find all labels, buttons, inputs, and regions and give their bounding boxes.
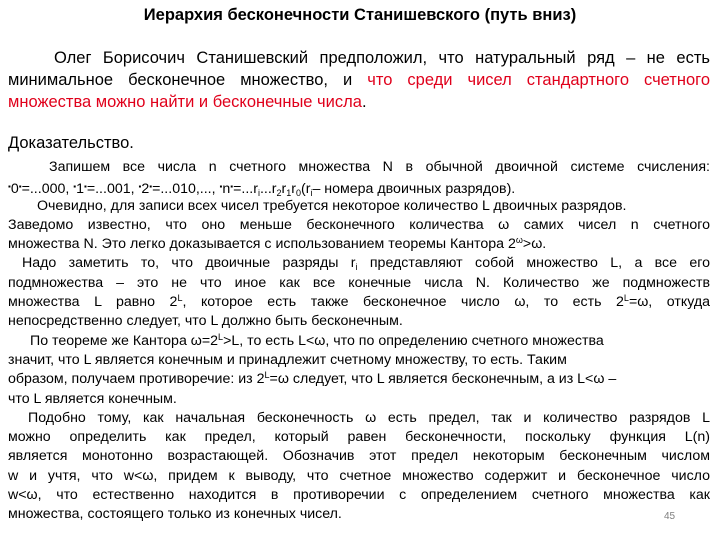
body-text: , которое есть также бесконечное число ω, то есть 2 xyxy=(182,294,624,311)
square-bullet-icon: ▪ xyxy=(18,182,22,192)
square-bullet-icon: ▪ xyxy=(138,182,142,192)
body-text: =...000, xyxy=(21,181,74,197)
body-text: 2 xyxy=(141,181,150,197)
square-bullet-icon: ▪ xyxy=(73,182,77,192)
body-text: w<ω, что естественно находится в противоречии с определением счетного множества как xyxy=(8,487,710,504)
body-text: Очевидно, для записи всех чисел требуется некоторое количество L двоичных разрядов. xyxy=(37,197,627,214)
intro-text-2: минимальное бесконечное множество, и xyxy=(8,71,368,89)
body-text: r xyxy=(281,181,287,197)
body-line xyxy=(8,467,710,486)
body-text: непосредственно следует, что L должно быть бесконечным. xyxy=(8,313,403,330)
body-text: 0 xyxy=(10,181,19,197)
body-text: является монотонно возрастающей. Обозначив этот предел некоторым бесконечным числом xyxy=(8,448,710,465)
body-text: множества, состоящего только из конечных чисел. xyxy=(8,506,342,523)
body-text: подмножества – это не что иное как все конечные числа N. Количество же подмножеств xyxy=(8,274,710,291)
subscript: i xyxy=(355,262,358,273)
subscript: 2 xyxy=(276,188,282,197)
body-text: =...010,..., xyxy=(152,181,220,197)
square-bullet-icon: ▪ xyxy=(230,182,234,192)
intro-paragraph xyxy=(8,47,710,113)
body-line xyxy=(8,197,710,216)
subscript: i xyxy=(310,188,313,197)
body-text: – номера двоичных разрядов). xyxy=(312,181,516,197)
body-line xyxy=(8,486,710,505)
body-text: Запишем все числа n счетного множества N в обычной двоичной системе счисления: xyxy=(49,159,710,175)
body-text: образом, получаем противоречие: из 2 xyxy=(8,371,265,388)
body-text: представляют собой множество L, а все его xyxy=(357,255,710,272)
slide-title: Иерархия бесконечности Станишевского (путь вниз) xyxy=(143,6,577,24)
body-line xyxy=(8,216,710,235)
body-text: Надо заметить то, что двоичные разряды r xyxy=(22,255,356,272)
body-line xyxy=(8,235,710,254)
square-bullet-icon: ▪ xyxy=(8,182,11,192)
intro-line-3 xyxy=(8,91,710,113)
body-text: ...r xyxy=(259,181,277,197)
body-text: =...r xyxy=(233,181,258,197)
body-text: Заведомо известно, что оно меньше бесконечного количества ω самих чисел n счетного xyxy=(8,216,710,233)
body-line xyxy=(8,254,710,273)
intro-highlight-1: что среди чисел стандартного счетного xyxy=(367,71,710,89)
body-line xyxy=(8,332,710,351)
body-text: множества N. Это легко доказывается с использованием теоремы Кантора 2 xyxy=(8,236,516,253)
body-text: значит, что L является конечным и принадлежит счетному множеству, то есть. Таким xyxy=(8,351,567,368)
proof-body xyxy=(8,158,710,525)
body-text: w и учтя, что w<ω, придем к выводу, что счетное множество содержит и бесконечное число xyxy=(8,467,710,484)
body-text: =ω, откуда xyxy=(628,294,710,311)
body-text: (r xyxy=(301,181,311,197)
body-text: 1 xyxy=(76,181,84,197)
subscript: 1 xyxy=(286,188,292,197)
body-line xyxy=(8,447,710,466)
body-text: r xyxy=(291,181,296,197)
body-line xyxy=(8,409,710,428)
subscript: i xyxy=(257,188,260,197)
body-line xyxy=(8,370,710,389)
intro-line-2 xyxy=(8,69,710,91)
body-text: =ω следует, что L является бесконечным, а из L<ω – xyxy=(269,371,617,388)
square-bullet-icon: ▪ xyxy=(149,182,153,192)
superscript: L xyxy=(264,370,270,381)
superscript: L xyxy=(177,293,183,304)
body-text: >ω. xyxy=(522,236,547,253)
body-text: множества L равно 2 xyxy=(8,294,178,311)
intro-line-1 xyxy=(8,47,710,69)
body-line xyxy=(8,351,710,370)
intro-period: . xyxy=(361,93,367,111)
subscript: 0 xyxy=(296,188,302,197)
body-text: что L является конечным. xyxy=(8,390,177,407)
body-text: Подобно тому, как начальная бесконечность ω есть предел, так и количество разрядов L xyxy=(28,409,710,426)
body-text: n xyxy=(222,181,231,197)
body-text: можно определить как предел, который равен бесконечности, поскольку функция L(n) xyxy=(8,429,710,446)
body-line xyxy=(8,312,710,331)
body-text: =...001, xyxy=(86,181,139,197)
square-bullet-icon: ▪ xyxy=(219,182,223,192)
body-text: По теореме же Кантора ω=2 xyxy=(30,332,219,349)
superscript: L xyxy=(623,293,629,304)
intro-text-1: Олег Борисочич Станишевский предположил, что натуральный ряд – не есть xyxy=(54,49,710,67)
superscript: ω xyxy=(515,235,523,246)
body-line xyxy=(8,293,710,312)
square-bullet-icon: ▪ xyxy=(83,182,87,192)
intro-highlight-2: множества можно найти и бесконечные числа xyxy=(8,93,362,111)
body-line xyxy=(8,428,710,447)
superscript: L xyxy=(218,331,224,342)
body-line xyxy=(8,505,710,524)
body-text: >L, то есть L<ω, что по определению счетного множества xyxy=(223,332,604,349)
page-number: 45 xyxy=(664,511,676,522)
proof-heading: Доказательство. xyxy=(8,134,134,152)
body-line xyxy=(8,390,710,409)
body-line xyxy=(8,177,710,196)
body-line xyxy=(8,274,710,293)
body-line xyxy=(8,158,710,177)
